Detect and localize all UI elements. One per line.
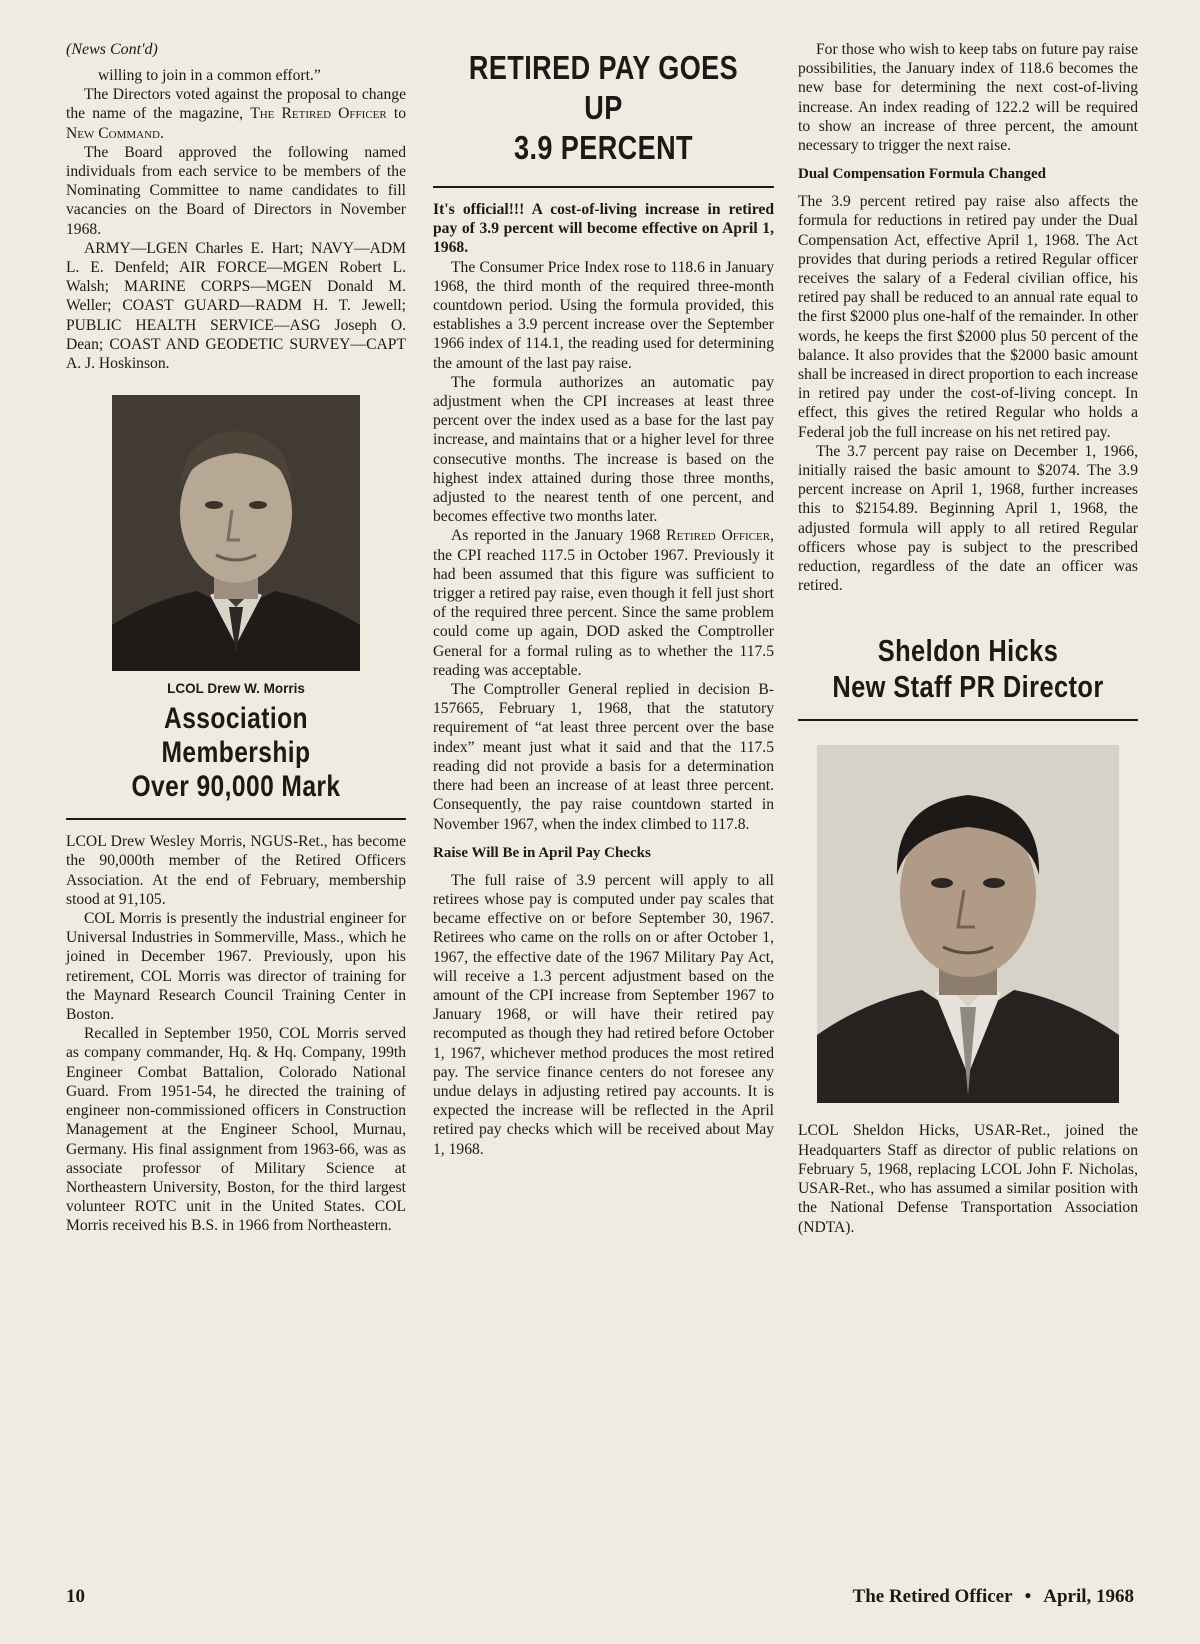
nominating-committee-list: ARMY—LGEN Charles E. Hart; NAVY—ADM L. E. Denfeld; AIR FORCE—MGEN Robert L. Walsh; MARINE CORPS—MGEN Donald M. Weller; COAST GUARD—RADM H. T. Jewell; PUBLIC HEALTH SERVICE—ASG Joseph O. Dean; COAST AND GEODETIC SURVEY—CAPT A. J. Hoskinson.	[66, 239, 406, 373]
column-middle	[433, 40, 774, 1159]
magazine-name-new: New Command	[66, 124, 160, 142]
headline-rule	[433, 186, 774, 188]
paragraph	[66, 85, 406, 143]
hicks-caption: LCOL Sheldon Hicks, USAR-Ret., joined the Headquarters Staff as director of public relations on February 5, 1968, replacing LCOL John F. Nicholas, USAR-Ret., who has assumed a similar position with the National Defense Transportation Association (NDTA).	[798, 1122, 1138, 1236]
issue-date: April, 1968	[1043, 1586, 1134, 1607]
paragraph: The 3.7 percent pay raise on December 1, 1966, initially raised the basic amount to $2074. The 3.9 percent increase on April 1, 1968, further increases this to $2154.89. Beginning April 1, 1968, the adjusted formula will apply to all retired Regular officers whose pay is subject to the prescribed reduction, regardless of the date an officer was retired.	[798, 442, 1138, 595]
column-right	[798, 40, 1138, 1237]
column-left	[66, 40, 406, 1236]
pay-raise-headline	[464, 48, 744, 168]
headline-line: Sheldon Hicks	[877, 633, 1059, 669]
text-run: The Directors voted against the proposal to change the name of the magazine,	[66, 86, 406, 123]
hicks-portrait-image	[817, 745, 1119, 1103]
article-intro: It's official!!! A cost-of-living increase in retired pay of 3.9 percent will become effective on April 1, 1968.	[433, 201, 774, 257]
page-number: 10	[66, 1586, 85, 1607]
magazine-title: The Retired Officer	[852, 1586, 1013, 1607]
paragraph: LCOL Drew Wesley Morris, NGUS-Ret., has become the 90,000th member of the Retired Officers Association. At the end of February, membership stood at 91,105.	[66, 833, 406, 908]
text-run: .	[160, 124, 164, 142]
paragraph: The Board approved the following named individuals from each service to be members of the Nominating Committee to name candidates to fill vacancies on the Board of Directors in November 1968.	[66, 143, 406, 238]
magazine-footer	[853, 1586, 1134, 1608]
paragraph: For those who wish to keep tabs on future pay raise possibilities, the January index of 118.6 becomes the new base for determining the next cost-of-living increase. An index reading of 122.2 will be required to show an increase of three percent, the amount necessary to trigger the next raise.	[798, 41, 1138, 155]
paragraph	[433, 526, 774, 680]
morris-portrait-image	[112, 395, 360, 671]
text-run: As reported in the January 1968	[451, 527, 667, 545]
paragraph: COL Morris is presently the industrial engineer for Universal Industries in Sommerville, Mass., which he joined in December 1967. Previously, upon his retirement, COL Morris was director of training for the Maynard Research Council Training Center in Boston.	[66, 910, 406, 1024]
paragraph: The Comptroller General replied in decision B-157665, February 1, 1968, that the statutory requirement of “at least three percent over the base index” meant just what it said and that the 117.5 reading did not provide a basis for a determination there had been an increase of at least three percent. Consequently, the pay raise countdown started in November 1967, when the index climbed to 117.8.	[433, 681, 774, 833]
hicks-portrait	[817, 745, 1119, 1103]
headline-rule	[66, 818, 406, 820]
section-subhead: Raise Will Be in April Pay Checks	[433, 844, 651, 861]
morris-portrait	[112, 395, 360, 671]
hicks-headline	[829, 633, 1108, 705]
headline-line: Over 90,000 Mark	[131, 770, 341, 804]
headline-line: RETIRED PAY GOES UP	[468, 49, 739, 126]
text-run: to	[386, 105, 407, 123]
magazine-name-old: The Retired Officer	[250, 105, 387, 123]
continued-text: willing to join in a common effort.”	[98, 67, 321, 84]
paragraph: The full raise of 3.9 percent will apply to all retirees whose pay is computed under pay scales that became effective on or before September 30, 1967. Retirees who came on the rolls on or after October 1, 1967, the effective date of the 1967 Military Pay Act, will receive a 1.3 percent adjustment based on the amount of the CPI increase from September 1967 to January 1968, or will have their retired pay recomputed as though they had retired before October 1, 1967, whichever method produces the most retired pay. The service finance centers do not foresee any undue delays in adjusting retired pay accounts. It is expected the increase will be reflected in the April retired pay checks which will be received about May 1, 1968.	[433, 871, 774, 1158]
text-run: , the CPI reached 117.5 in October 1967. Previously it had been assumed that this figure was sufficient to trigger a retired pay raise, even though it fell just short of the required three percent. Since the same problem could come up again, DOD asked the Comptroller General for a formal ruling as to whether the 117.5 reading was acceptable.	[433, 527, 774, 679]
headline-line: Association Membership	[161, 702, 311, 770]
paragraph: The formula authorizes an automatic pay adjustment when the CPI increases at least three percent over the index used as a base for the last pay increase, and maintains that or a higher level for three consecutive months. The increase is based on the highest index attained during those three months, adjusted to the nearest tenth of one percent, and becomes effective two months later.	[433, 373, 774, 526]
paragraph: The Consumer Price Index rose to 118.6 in January 1968, the third month of the required three-month countdown period. Using the formula provided, this establishes a 3.9 percent increase over the September 1966 index of 114.1, the reading used for determining the amount of the last pay raise.	[433, 258, 774, 372]
membership-headline	[97, 702, 376, 804]
headline-line: New Staff PR Director	[832, 669, 1104, 705]
section-subhead: Dual Compensation Formula Changed	[798, 166, 1046, 183]
headline-rule	[798, 719, 1138, 721]
magazine-name: Retired Officer	[666, 527, 771, 545]
continuation-label: (News Cont'd)	[66, 41, 158, 58]
morris-photo-caption: LCOL Drew W. Morris	[167, 681, 305, 697]
footer-separator: •	[1024, 1586, 1032, 1607]
headline-line: 3.9 PERCENT	[514, 129, 693, 166]
paragraph: Recalled in September 1950, COL Morris served as company commander, Hq. & Hq. Company, 199th Engineer Combat Battalion, Colorado National Guard. From 1951-54, he directed the training of engineer non-commissioned officers in Construction Management at the Engineer School, Murnau, Germany. His final assignment from 1963-66, was as associate professor of Military Science at Northeastern University, Boston, for the third largest volunteer ROTC unit in the United States. COL Morris received his B.S. in 1966 from Northeastern.	[66, 1025, 406, 1235]
paragraph: The 3.9 percent retired pay raise also affects the formula for reductions in retired pay under the Dual Compensation Act, effective April 1, 1968. The Act provides that during periods a retired Regular officer receives the salary of a Federal civilian office, his retired pay shall be reduced to an annual rate equal to the first $2000 plus one-half of the remainder. In other words, he keeps the first $2000 plus 50 percent of the balance. It also provides that the $2000 basic amount shall be increased in direct proportion to each increase in retired pay under the cost-of-living concept. In effect, this gives the retired Regular who holds a Federal job the full increase on his net retired pay.	[798, 193, 1138, 441]
